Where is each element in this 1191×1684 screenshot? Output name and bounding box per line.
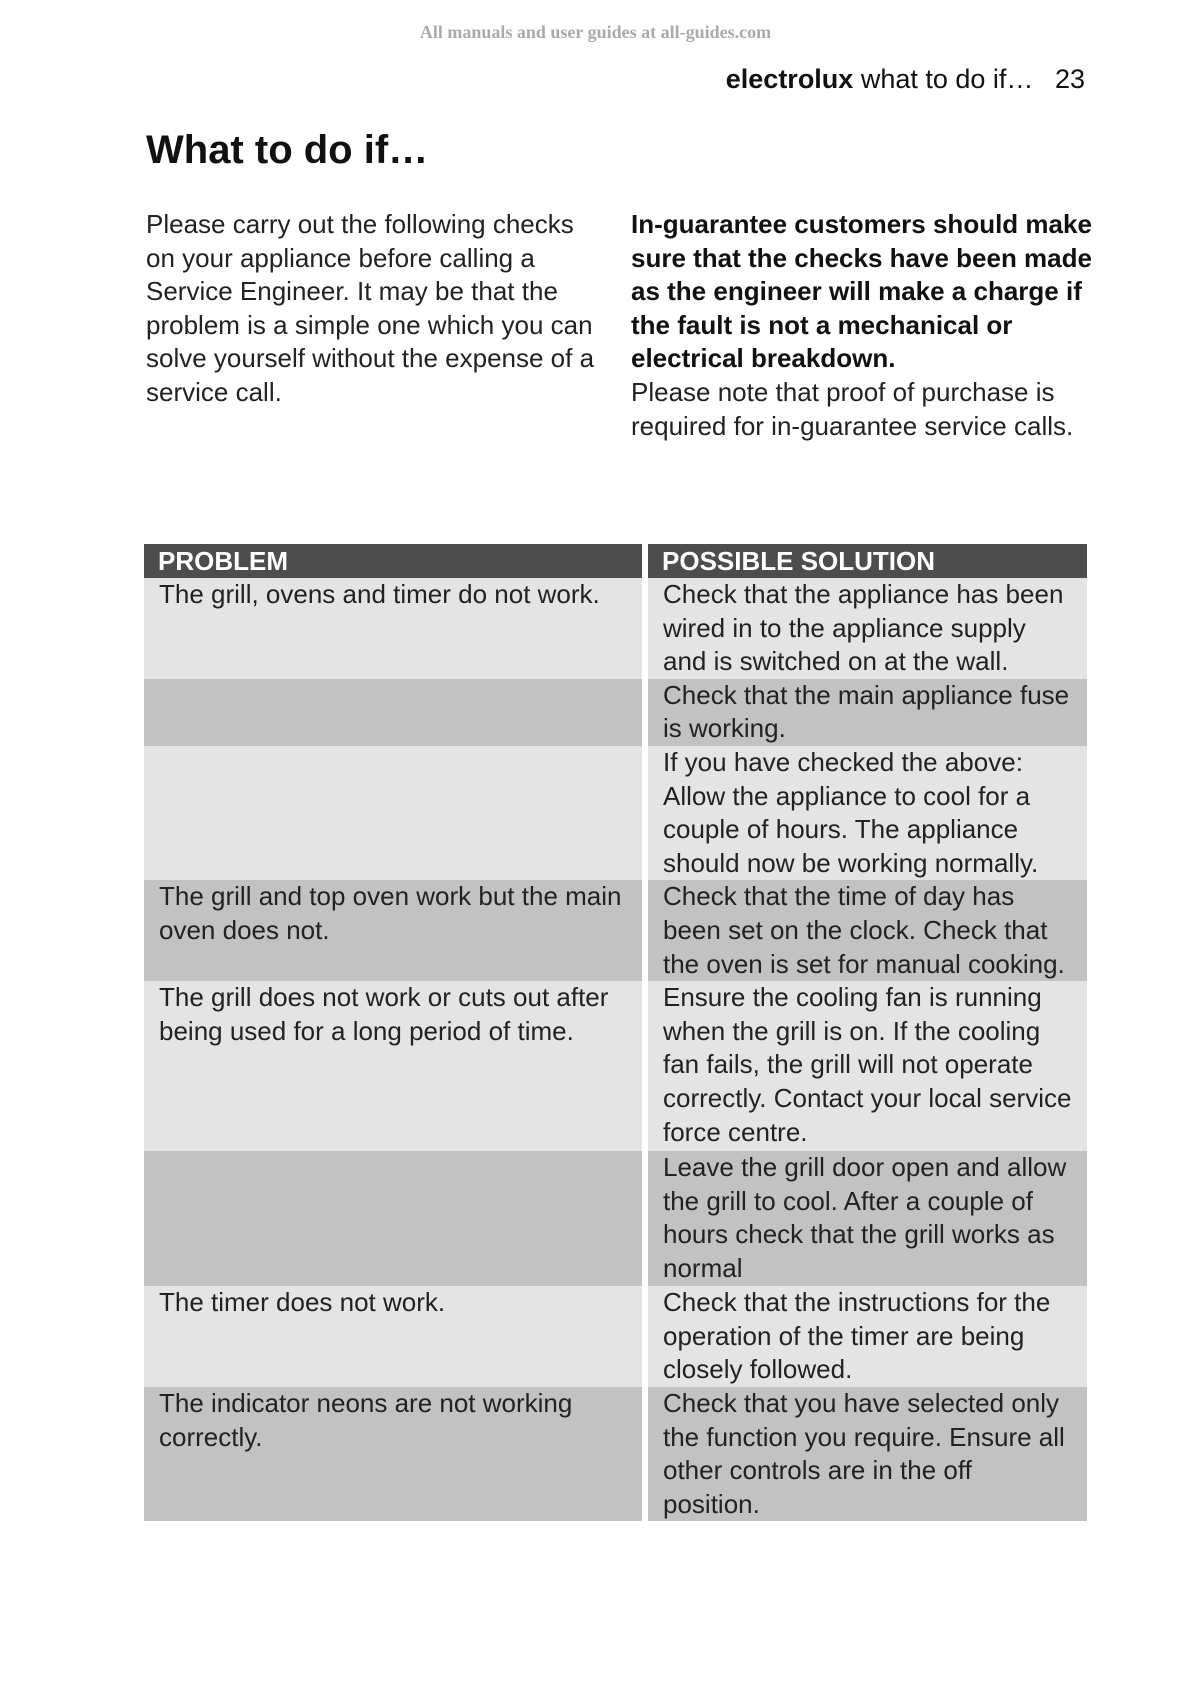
watermark: All manuals and user guides at all-guides.com (419, 22, 772, 42)
solution-cell: Check that the instructions for the operation of the timer are being closely followed. (648, 1286, 1087, 1387)
solution-cell: Check that the time of day has been set on the clock. Check that the oven is set for manual cooking. (648, 880, 1087, 981)
guarantee-note: Please note that proof of purchase is required for in-guarantee service calls. (631, 376, 1074, 441)
page-number: 23 (1054, 64, 1085, 94)
solution-cell: Check that the main appliance fuse is working. (648, 679, 1087, 746)
problem-cell (144, 1151, 642, 1286)
problem-cell: The grill and top oven work but the main oven does not. (144, 880, 642, 981)
problem-cell (144, 679, 642, 746)
guarantee-warning: In-guarantee customers should make sure that the checks have been made as the engineer will make a charge if the fault is not a mechanical or electrical breakdown. (631, 209, 1092, 374)
page-title: What to do if… (146, 128, 429, 172)
problem-cell: The grill does not work or cuts out after being used for a long period of time. (144, 981, 642, 1151)
problem-cell: The timer does not work. (144, 1286, 642, 1387)
solution-cell: Leave the grill door open and allow the grill to cool. After a couple of hours check that the grill works as normal (648, 1151, 1087, 1286)
header-solution: POSSIBLE SOLUTION (648, 544, 1087, 578)
troubleshooting-table (144, 544, 1087, 1521)
table-row (144, 880, 1087, 981)
problem-cell: The grill, ovens and timer do not work. (144, 578, 642, 679)
table-header-row (144, 544, 1087, 578)
table-row (144, 746, 1087, 880)
brand-name: electrolux (725, 64, 854, 94)
solution-cell: Check that you have selected only the function you require. Ensure all other controls are in the off position. (648, 1387, 1087, 1521)
header-problem: PROBLEM (144, 544, 642, 578)
table-row (144, 1151, 1087, 1286)
table-row (144, 1387, 1087, 1521)
solution-cell: Check that the appliance has been wired in to the appliance supply and is switched on at the wall. (648, 578, 1087, 679)
table-row (144, 679, 1087, 746)
intro-paragraph: Please carry out the following checks on your appliance before calling a Service Engineer. It may be that the problem is a simple one which you can solve yourself without the expense of a service call. (146, 209, 595, 407)
table-row (144, 578, 1087, 679)
solution-cell: Ensure the cooling fan is running when the grill is on. If the cooling fan fails, the grill will not operate correctly. Contact your local service force centre. (648, 981, 1087, 1151)
running-head (726, 64, 1085, 95)
problem-cell (144, 746, 642, 880)
guarantee-notice (631, 208, 1101, 443)
problem-cell: The indicator neons are not working correctly. (144, 1387, 642, 1521)
solution-cell: If you have checked the above: Allow the appliance to cool for a couple of hours. The appliance should now be working normally. (648, 746, 1087, 880)
table-row (144, 981, 1087, 1151)
table-row (144, 1286, 1087, 1387)
section-name: what to do if… (860, 64, 1034, 94)
